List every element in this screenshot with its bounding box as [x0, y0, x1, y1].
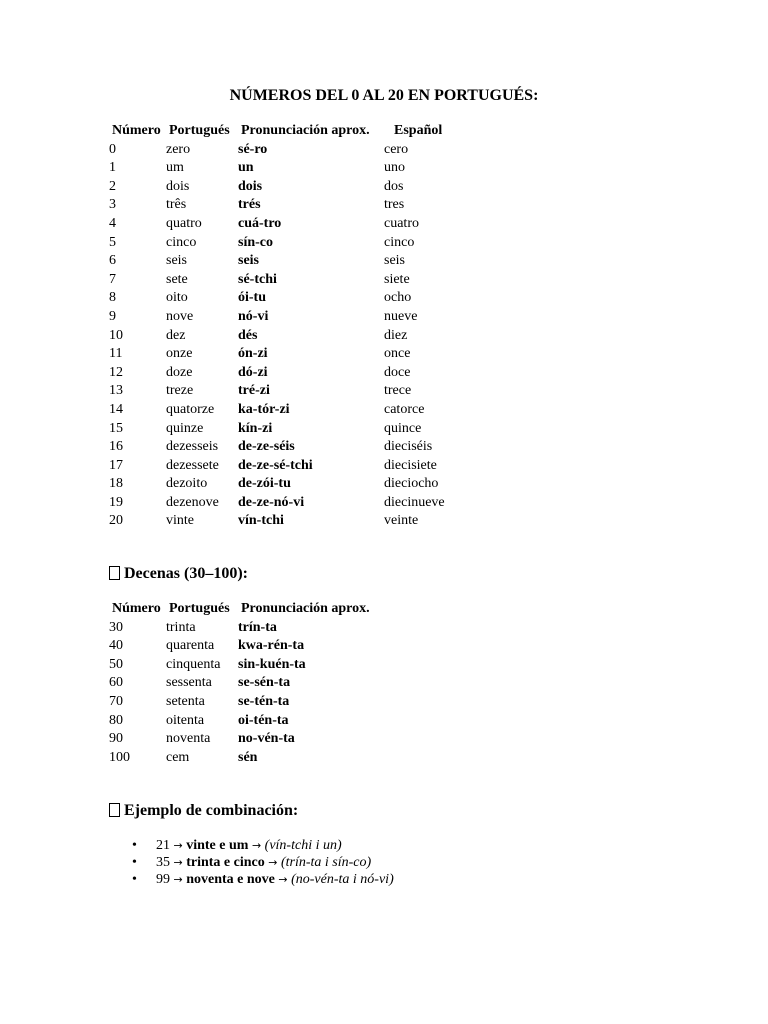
column-header-number: Número: [112, 601, 161, 616]
cell-number: 13: [109, 383, 123, 399]
cell-spanish: trece: [384, 383, 412, 399]
cell-spanish: uno: [384, 160, 405, 176]
cell-portuguese: nove: [166, 308, 194, 324]
tens-table: [109, 600, 388, 767]
cell-portuguese: onze: [166, 346, 193, 362]
table-row: [109, 730, 388, 749]
cell-number: 14: [109, 401, 123, 417]
cell-portuguese: cem: [166, 749, 190, 765]
table-row: [109, 457, 484, 476]
cell-portuguese: dezoito: [166, 476, 208, 492]
cell-number: 6: [109, 253, 116, 269]
cell-portuguese: doze: [166, 364, 193, 380]
example-portuguese: vinte e um: [186, 838, 249, 853]
table-row: [109, 327, 484, 346]
cell-pronunciation: dois: [238, 178, 263, 194]
list-item: [129, 871, 394, 888]
cell-pronunciation: dó-zi: [238, 364, 268, 380]
arrow-icon: →: [278, 873, 288, 886]
cell-portuguese: vinte: [166, 513, 194, 529]
example-pronunciation: (no-vén-ta i nó-vi): [291, 872, 394, 887]
cell-number: 90: [109, 731, 123, 747]
cell-portuguese: dez: [166, 327, 186, 343]
cell-pronunciation: sé-ro: [238, 141, 268, 157]
cell-pronunciation: trés: [238, 197, 261, 213]
cell-pronunciation: sin-kuén-ta: [238, 656, 306, 672]
table-row: [109, 656, 388, 675]
table-header-row: [109, 122, 484, 141]
cell-number: 40: [109, 638, 123, 654]
cell-spanish: seis: [384, 253, 405, 269]
cell-pronunciation: kwa-rén-ta: [238, 638, 305, 654]
table-row: [109, 494, 484, 513]
cell-spanish: veinte: [384, 513, 419, 529]
cell-number: 3: [109, 197, 116, 213]
cell-number: 16: [109, 439, 123, 455]
arrow-icon: →: [173, 873, 183, 886]
cell-pronunciation: trín-ta: [238, 619, 277, 635]
cell-number: 15: [109, 420, 123, 436]
arrow-icon: →: [251, 839, 262, 852]
table-row: [109, 475, 484, 494]
cell-pronunciation: sín-co: [238, 234, 273, 250]
cell-spanish: doce: [384, 364, 411, 380]
table-row: [109, 637, 388, 656]
bullet-icon: •: [132, 838, 137, 853]
cell-number: 80: [109, 712, 123, 728]
list-item: [129, 854, 394, 871]
cell-spanish: cuatro: [384, 215, 419, 231]
cell-number: 5: [109, 234, 116, 250]
table-row: [109, 196, 484, 215]
table-row: [109, 382, 484, 401]
table-row: [109, 345, 484, 364]
cell-spanish: ocho: [384, 290, 412, 306]
cell-spanish: nueve: [384, 308, 418, 324]
cell-pronunciation: de-ze-sé-tchi: [238, 457, 313, 473]
cell-portuguese: oitenta: [166, 712, 205, 728]
bullet-icon: •: [132, 855, 137, 870]
cell-spanish: dieciséis: [384, 439, 433, 455]
cell-portuguese: oito: [166, 290, 188, 306]
list-item: [129, 837, 394, 854]
cell-pronunciation: nó-vi: [238, 308, 269, 324]
cell-portuguese: zero: [166, 141, 191, 157]
cell-portuguese: setenta: [166, 693, 205, 709]
column-header-portuguese: Portugués: [169, 601, 230, 616]
table-row: [109, 749, 388, 768]
cell-pronunciation: dés: [238, 327, 258, 343]
cell-portuguese: cinco: [166, 234, 197, 250]
examples-section-heading: [109, 801, 298, 821]
cell-number: 1: [109, 160, 116, 176]
table-row: [109, 619, 388, 638]
example-pronunciation: (trín-ta i sín-co): [280, 855, 372, 870]
example-number: 21: [156, 838, 170, 853]
cell-pronunciation: de-ze-séis: [238, 439, 295, 455]
cell-number: 17: [109, 457, 123, 473]
table-row: [109, 234, 484, 253]
table-row: [109, 308, 484, 327]
cell-number: 10: [109, 327, 123, 343]
table-row: [109, 364, 484, 383]
cell-pronunciation: sén: [238, 749, 258, 765]
cell-number: 30: [109, 619, 123, 635]
cell-portuguese: quatorze: [166, 401, 215, 417]
cell-spanish: tres: [384, 197, 405, 213]
cell-pronunciation: kín-zi: [238, 420, 273, 436]
column-header-portuguese: Portugués: [169, 123, 230, 138]
tens-section-heading: [109, 564, 248, 584]
cell-number: 2: [109, 178, 116, 194]
table-row: [109, 512, 484, 531]
example-portuguese: trinta e cinco: [186, 855, 265, 870]
cell-pronunciation: ón-zi: [238, 346, 268, 362]
cell-spanish: diez: [384, 327, 408, 343]
cell-portuguese: quinze: [166, 420, 204, 436]
table-row: [109, 674, 388, 693]
cell-portuguese: seis: [166, 253, 187, 269]
table-row: [109, 289, 484, 308]
cell-spanish: cero: [384, 141, 409, 157]
cell-pronunciation: cuá-tro: [238, 215, 282, 231]
cell-spanish: dos: [384, 178, 404, 194]
arrow-icon: →: [173, 856, 183, 869]
examples-heading-text: Ejemplo de combinación:: [124, 802, 299, 819]
cell-portuguese: dezesseis: [166, 439, 219, 455]
column-header-pronunciation: Pronunciación aprox.: [241, 123, 370, 138]
cell-spanish: catorce: [384, 401, 425, 417]
arrow-icon: →: [173, 839, 183, 852]
cell-spanish: once: [384, 346, 411, 362]
column-header-pronunciation: Pronunciación aprox.: [241, 601, 370, 616]
cell-portuguese: treze: [166, 383, 194, 399]
cell-pronunciation: se-sén-ta: [238, 675, 291, 691]
cell-number: 7: [109, 271, 116, 287]
cell-pronunciation: sé-tchi: [238, 271, 277, 287]
cell-portuguese: três: [166, 197, 187, 213]
cell-number: 9: [109, 308, 116, 324]
column-header-number: Número: [112, 123, 161, 138]
cell-number: 4: [109, 215, 116, 231]
example-pronunciation: (vín-tchi i un): [264, 838, 342, 853]
cell-pronunciation: oi-tén-ta: [238, 712, 289, 728]
cell-number: 60: [109, 675, 123, 691]
cell-portuguese: sete: [166, 271, 188, 287]
cell-number: 50: [109, 656, 123, 672]
cell-pronunciation: de-ze-nó-vi: [238, 494, 305, 510]
cell-number: 8: [109, 290, 116, 306]
cell-pronunciation: seis: [238, 253, 259, 269]
cell-number: 11: [109, 346, 123, 362]
cell-number: 19: [109, 494, 123, 510]
missing-glyph-icon: [109, 803, 120, 817]
table-row: [109, 271, 484, 290]
table-row: [109, 420, 484, 439]
cell-spanish: dieciocho: [384, 476, 439, 492]
arrow-icon: →: [268, 856, 278, 869]
cell-portuguese: cinquenta: [166, 656, 221, 672]
cell-number: 18: [109, 476, 123, 492]
table-row: [109, 159, 484, 178]
cell-pronunciation: ói-tu: [238, 290, 266, 306]
cell-portuguese: quarenta: [166, 638, 215, 654]
cell-spanish: diecisiete: [384, 457, 437, 473]
cell-pronunciation: tré-zi: [238, 383, 270, 399]
bullet-icon: •: [132, 872, 137, 887]
cell-pronunciation: de-zói-tu: [238, 476, 291, 492]
table-row: [109, 438, 484, 457]
cell-portuguese: um: [166, 160, 184, 176]
cell-pronunciation: ka-tór-zi: [238, 401, 290, 417]
cell-number: 20: [109, 513, 123, 529]
cell-pronunciation: vín-tchi: [238, 513, 284, 529]
table-row: [109, 215, 484, 234]
table-row: [109, 252, 484, 271]
cell-portuguese: noventa: [166, 731, 211, 747]
cell-spanish: diecinueve: [384, 494, 445, 510]
numbers-0-20-table: [109, 122, 484, 531]
cell-portuguese: dezenove: [166, 494, 219, 510]
cell-number: 0: [109, 141, 116, 157]
cell-pronunciation: un: [238, 160, 254, 176]
cell-number: 100: [109, 749, 130, 765]
table-row: [109, 178, 484, 197]
cell-portuguese: dois: [166, 178, 190, 194]
cell-pronunciation: no-vén-ta: [238, 731, 295, 747]
table-row: [109, 712, 388, 731]
cell-number: 70: [109, 693, 123, 709]
cell-spanish: cinco: [384, 234, 415, 250]
table-header-row: [109, 600, 388, 619]
table-row: [109, 141, 484, 160]
table-row: [109, 693, 388, 712]
example-number: 35: [156, 855, 170, 870]
cell-portuguese: quatro: [166, 215, 202, 231]
cell-portuguese: trinta: [166, 619, 196, 635]
cell-spanish: quince: [384, 420, 422, 436]
examples-list: [129, 837, 394, 888]
missing-glyph-icon: [109, 566, 120, 580]
table-row: [109, 401, 484, 420]
cell-pronunciation: se-tén-ta: [238, 693, 290, 709]
cell-portuguese: sessenta: [166, 675, 212, 691]
cell-portuguese: dezessete: [166, 457, 219, 473]
column-header-spanish: Español: [394, 123, 443, 138]
cell-spanish: siete: [384, 271, 410, 287]
tens-heading-text: Decenas (30–100):: [124, 565, 248, 582]
example-portuguese: noventa e nove: [186, 872, 275, 887]
cell-number: 12: [109, 364, 123, 380]
page-title: NÚMEROS DEL 0 AL 20 EN PORTUGUÉS:: [229, 87, 539, 104]
example-number: 99: [156, 872, 170, 887]
